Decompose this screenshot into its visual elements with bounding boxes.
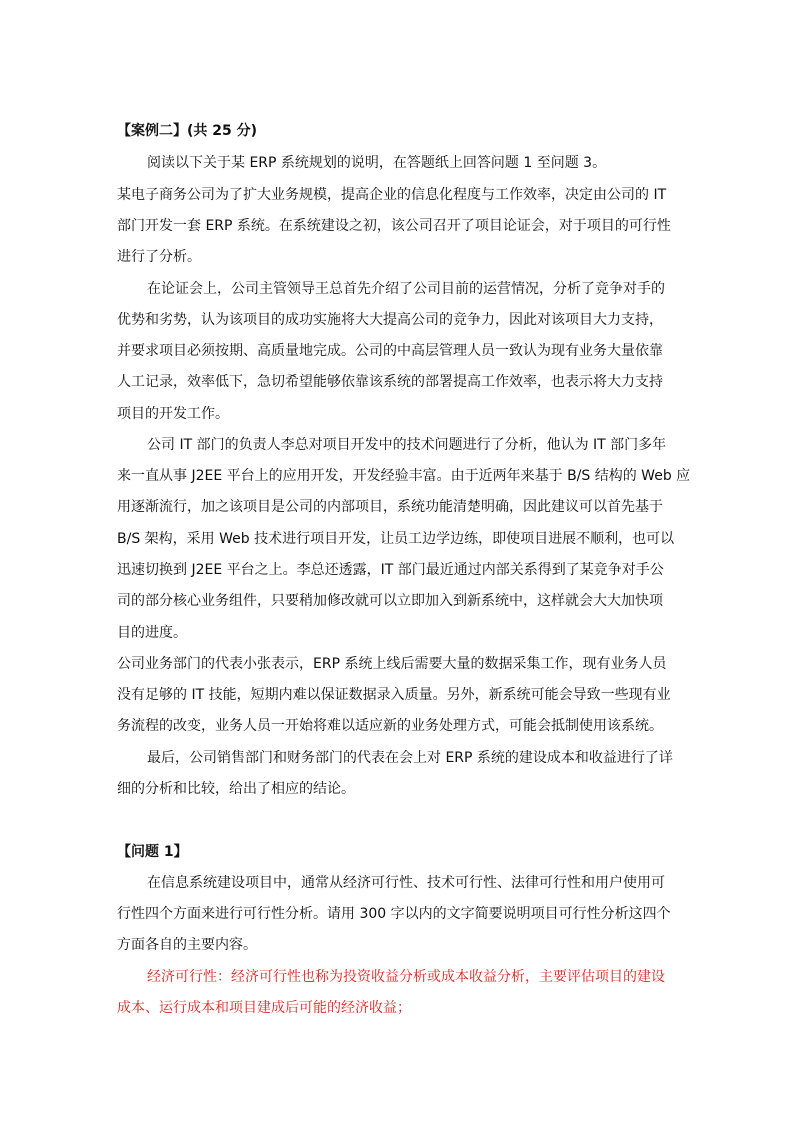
paragraph-line: 司的部分核心业务组件，只要稍加修改就可以立即加入到新系统中，这样就会大大加快项 bbox=[117, 593, 663, 609]
question-line: 在信息系统建设项目中，通常从经济可行性、技术可行性、法律可行性和用户使用可 bbox=[147, 875, 665, 891]
paragraph-line: 公司 IT 部门的负责人李总对项目开发中的技术问题进行了分析，他认为 IT 部门多年 bbox=[147, 437, 667, 453]
question-line: 方面各自的主要内容。 bbox=[117, 937, 257, 953]
paragraph-line: 公司业务部门的代表小张表示，ERP 系统上线后需要大量的数据采集工作，现有业务人员 bbox=[117, 656, 667, 672]
answer-line: 成本、运行成本和项目建成后可能的经济收益； bbox=[117, 1000, 411, 1016]
paragraph-line: 最后，公司销售部门和财务部门的代表在会上对 ERP 系统的建设成本和收益进行了详 bbox=[147, 750, 673, 766]
question-line: 行性四个方面来进行可行性分析。请用 300 字以内的文字简要说明项目可行性分析这四个 bbox=[117, 906, 671, 922]
paragraph-line: 进行了分析。 bbox=[117, 249, 201, 265]
paragraph-line: 没有足够的 IT 技能，短期内难以保证数据录入质量。另外，新系统可能会导致一些现有业 bbox=[117, 687, 671, 703]
paragraph-line: 细的分析和比较，给出了相应的结论。 bbox=[117, 781, 355, 797]
paragraph-line: 优势和劣势，认为该项目的成功实施将大大提高公司的竞争力，因此对该项目大力支持， bbox=[117, 312, 663, 328]
paragraph-line: 某电子商务公司为了扩大业务规模，提高企业的信息化程度与工作效率，决定由公司的 IT bbox=[117, 187, 667, 203]
paragraph-line: 来一直从事 J2EE 平台上的应用开发，开发经验丰富。由于近两年来基于 B/S 结构的 Web 应 bbox=[117, 468, 691, 484]
paragraph-line: 人工记录，效率低下，急切希望能够依靠该系统的部署提高工作效率，也表示将大力支持 bbox=[117, 374, 663, 390]
case-heading: 【案例二】(共 25 分) bbox=[117, 123, 258, 139]
paragraph-line: 目的进度。 bbox=[117, 625, 187, 641]
answer-line: 经济可行性：经济可行性也称为投资收益分析或成本收益分析，主要评估项目的建设 bbox=[147, 969, 665, 985]
intro-line: 阅读以下关于某 ERP 系统规划的说明，在答题纸上回答问题 1 至问题 3。 bbox=[147, 155, 607, 171]
paragraph-line: 在论证会上，公司主管领导王总首先介绍了公司目前的运营情况，分析了竞争对手的 bbox=[147, 281, 665, 297]
paragraph-line: 用逐渐流行，加之该项目是公司的内部项目，系统功能清楚明确，因此建议可以首先基于 bbox=[117, 499, 663, 515]
paragraph-line: 务流程的改变，业务人员一开始将难以适应新的业务处理方式，可能会抵制使用该系统。 bbox=[117, 718, 663, 734]
paragraph-line: 项目的开发工作。 bbox=[117, 406, 229, 422]
paragraph-line: 迅速切换到 J2EE 平台之上。李总还透露，IT 部门最近通过内部关系得到了某竞争对手公 bbox=[117, 562, 664, 578]
question-heading: 【问题 1】 bbox=[117, 844, 188, 860]
paragraph-line: 部门开发一套 ERP 系统。在系统建设之初，该公司召开了项目论证会，对于项目的可行性 bbox=[117, 218, 671, 234]
paragraph-line: B/S 架构，采用 Web 技术进行项目开发，让员工边学边练，即使项目进展不顺利，也可以 bbox=[117, 531, 675, 547]
paragraph-line: 并要求项目必须按期、高质量地完成。公司的中高层管理人员一致认为现有业务大量依靠 bbox=[117, 343, 663, 359]
